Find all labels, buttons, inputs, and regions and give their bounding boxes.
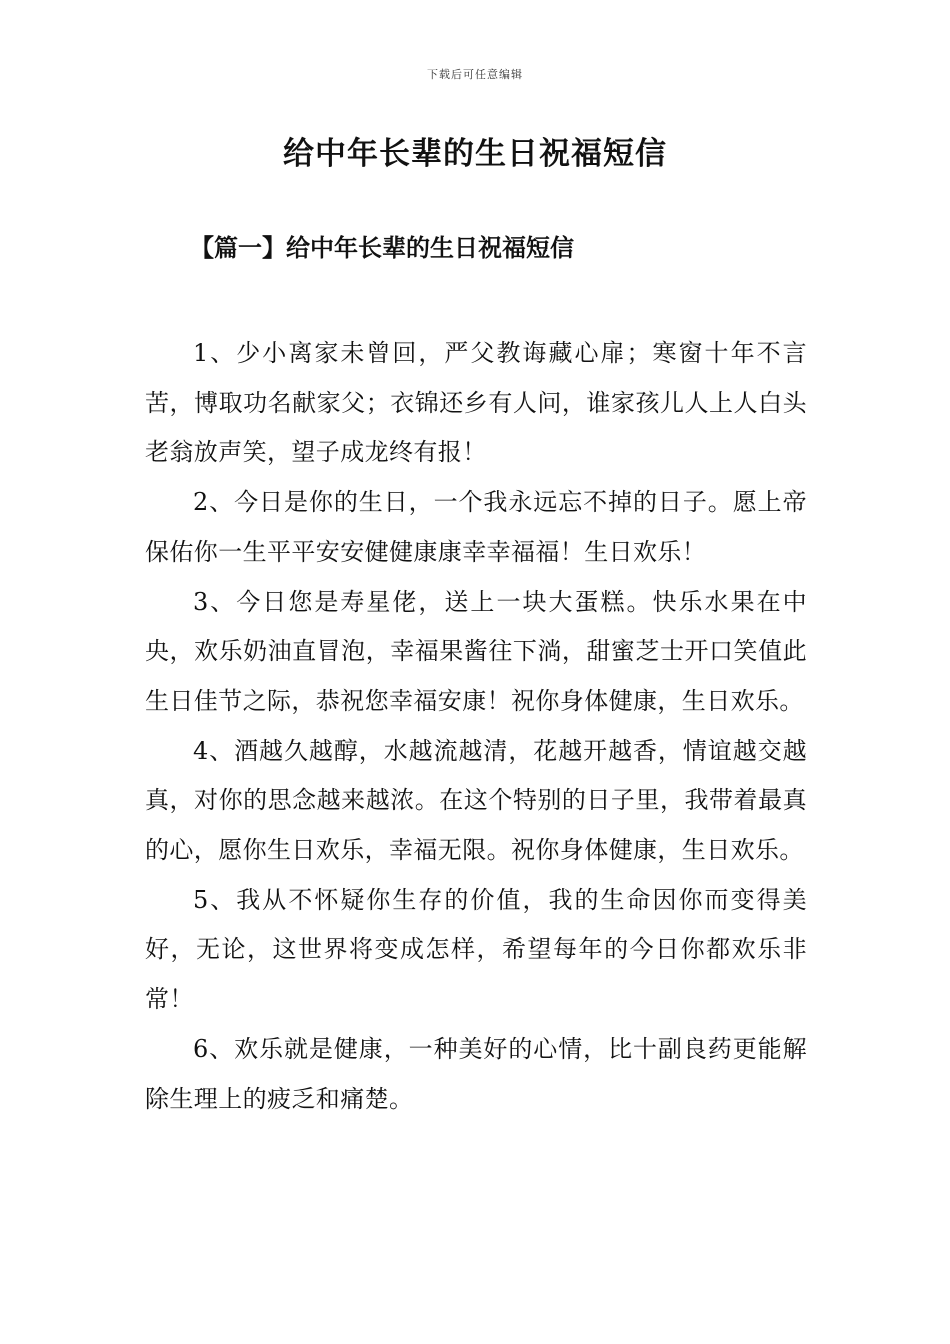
body-text [145,329,807,1124]
paragraph-6: 6、欢乐就是健康，一种美好的心情，比十副良药更能解除生理上的疲乏和痛楚。 [145,1034,807,1113]
section-heading: 【篇一】给中年长辈的生日祝福短信 [190,233,574,262]
paragraph-2: 2、今日是你的生日，一个我永远忘不掉的日子。愿上帝保佑你一生平平安安健健康康幸幸福福！生日欢乐！ [145,488,807,566]
paragraph-1: 1、少小离家未曾回，严父教诲藏心扉；寒窗十年不言苦，博取功名献家父；衣锦还乡有人问，谁家孩儿人上人白头老翁放声笑，望子成龙终有报！ [145,339,807,467]
paragraph-4: 4、酒越久越醇，水越流越清，花越开越香，情谊越交越真，对你的思念越来越浓。在这个特别的日子里，我带着最真的心，愿你生日欢乐，幸福无限。祝你身体健康，生日欢乐。 [145,736,807,865]
paragraph-5: 5、我从不怀疑你生存的价值，我的生命因你而变得美好，无论，这世界将变成怎样，希望每年的今日你都欢乐非常！ [145,885,807,1014]
document-title: 给中年长辈的生日祝福短信 [283,136,667,172]
header-note: 下载后可任意编辑 [427,68,523,81]
paragraph-3: 3、今日您是寿星佬，送上一块大蛋糕。快乐水果在中央，欢乐奶油直冒泡，幸福果酱往下淌，甜蜜芝士开口笑值此生日佳节之际，恭祝您幸福安康！祝你身体健康，生日欢乐。 [145,587,807,715]
